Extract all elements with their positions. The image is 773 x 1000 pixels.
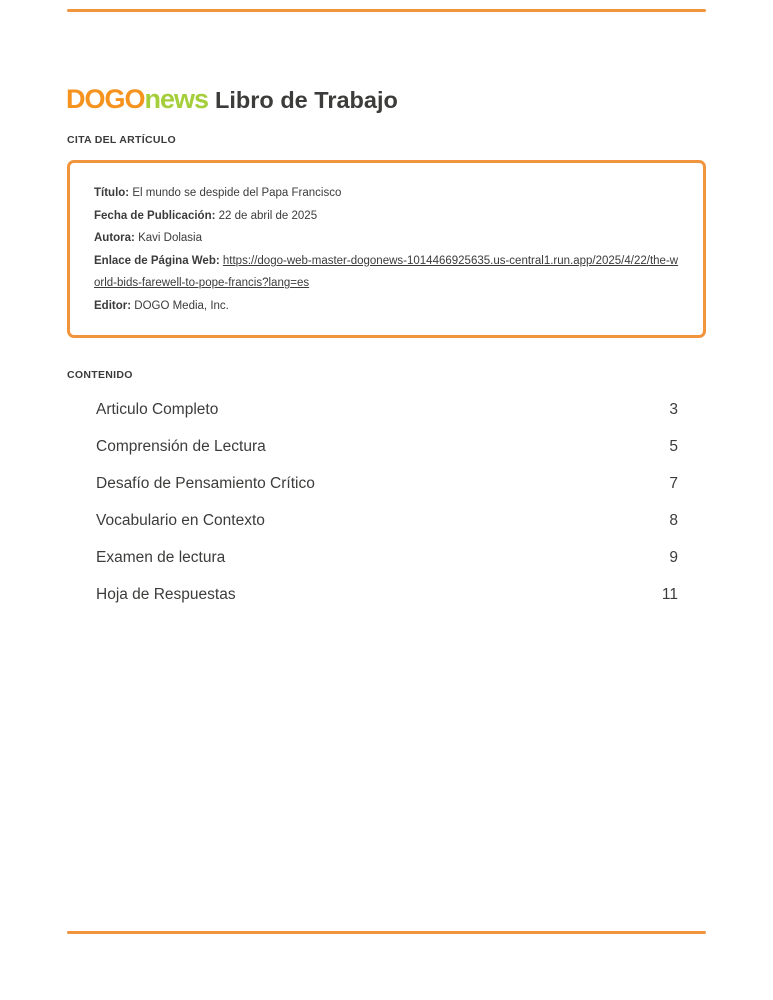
citation-label-titulo: Título: — [94, 187, 130, 199]
toc-item — [96, 465, 678, 502]
citation-row-enlace — [94, 250, 679, 295]
toc-item — [96, 502, 678, 539]
toc-item-label: Vocabulario en Contexto — [96, 511, 265, 529]
toc-item-label: Articulo Completo — [96, 400, 219, 418]
toc-item-label: Desafío de Pensamiento Crítico — [96, 474, 315, 492]
footer-rule — [67, 931, 706, 934]
workbook-title: Libro de Trabajo — [215, 87, 398, 113]
toc-item-page: 8 — [669, 511, 678, 529]
toc-item-label: Examen de lectura — [96, 548, 226, 566]
citation-row-titulo — [94, 182, 679, 205]
citation-value-autora: Kavi Dolasia — [138, 232, 203, 245]
toc-item — [96, 391, 678, 428]
citation-label-enlace: Enlace de Página Web: — [94, 254, 220, 267]
toc-item — [96, 576, 678, 613]
citation-label-fecha: Fecha de Publicación: — [94, 209, 216, 222]
toc-item-page: 11 — [661, 585, 678, 603]
dogonews-logo — [66, 84, 209, 114]
article-url-link[interactable]: https://dogo-web-master-dogonews-1014466925635.us-central1.run.app/2025/4/22/the-world-bids-farewell-to-pope-francis?lang=es — [94, 254, 679, 290]
citation-row-autora — [94, 227, 679, 250]
citation-label-autora: Autora: — [94, 232, 135, 245]
citation-section-label: CITA DEL ARTÍCULO — [67, 134, 176, 146]
toc-item-page: 3 — [669, 400, 678, 418]
toc-item-page: 7 — [669, 474, 678, 492]
toc-item-label: Hoja de Respuestas — [96, 585, 236, 603]
citation-box — [67, 160, 706, 338]
citation-label-editor: Editor: — [94, 299, 132, 312]
citation-value-fecha: 22 de abril de 2025 — [218, 209, 318, 222]
header-rule — [67, 9, 706, 12]
citation-row-editor — [94, 295, 679, 318]
toc-item-page: 9 — [669, 548, 678, 566]
toc-item-label: Comprensión de Lectura — [96, 437, 266, 455]
citation-value-titulo: El mundo se despide del Papa Francisco — [132, 187, 342, 199]
citation-value-editor: DOGO Media, Inc. — [134, 299, 229, 312]
citation-row-fecha — [94, 205, 679, 228]
table-of-contents — [96, 391, 678, 613]
logo-dogo-text: DOGO — [66, 84, 145, 114]
toc-item-page: 5 — [669, 437, 678, 455]
page-header — [66, 85, 398, 115]
toc-item — [96, 539, 678, 576]
toc-section-label: CONTENIDO — [67, 369, 133, 381]
logo-news-text: news — [144, 84, 209, 114]
toc-item — [96, 428, 678, 465]
